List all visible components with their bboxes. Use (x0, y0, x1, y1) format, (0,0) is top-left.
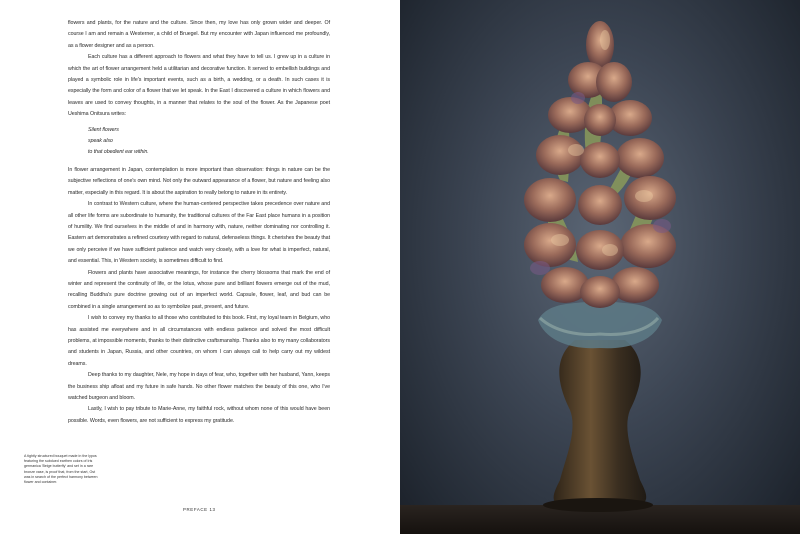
poem-line: Silent flowers (88, 126, 119, 133)
paragraph: Each culture has a different approach to flowers and what they have to tell us. I grew up in a culture in which the art of flower arrangement held a utilitarian and decorative function. It served to embellish buildings and played a symbolic role in life's important events, such as a birth, a wedding, or a death. In such cases it is especially the form and color of a flower that we let speak. In the East I discovered a culture in which flowers and leaves are used to convey thoughts, in a manner that relates to the soul of the flower. As the Japanese poet Ueshima Onitsura writes: (68, 54, 330, 118)
poem-quote (88, 125, 330, 159)
paragraph: Lastly, I wish to pay tribute to Marie-Anne, my faithful rock, without whom none of this would have been possible. Words, even flowers, are not sufficient to express my gratitude. (68, 406, 330, 424)
paragraph: Deep thanks to my daughter, Nele, my hope in days of fear, who, together with her husband, Yann, keeps the business ship afloat and my future in safe hands. No other flower matches the beauty of this one, who I've watched burgeon and bloom. (68, 372, 330, 401)
poem-line: to that obedient ear within. (88, 149, 149, 156)
bouquet-photo (400, 0, 800, 534)
paragraph: In flower arrangement in Japan, contemplation is more important than observation: things in nature can be the subjective reflections of one's own mind. Not only the outward appearance of a flower, but nature and feeling also matter, especially in this regard. It is about the aspiration to really belong to nature in its entirety. (68, 166, 330, 196)
page-folio: PREFACE 13 (183, 507, 216, 512)
bronze-vase (538, 300, 662, 512)
paragraph: flowers and plants, for the nature and the culture. Since then, my love has only grown wider and deeper. Of course I am and remain a Westerner, a child of Bruegel. But my encounter with Japan influenced me profoundly, as a flower designer and as a person. (68, 20, 330, 49)
body-text (68, 18, 330, 427)
poem-line: speak also (88, 138, 113, 145)
photo-page (400, 0, 800, 534)
paragraph: Flowers and plants have associative meanings, for instance the cherry blossoms that mark the end of winter and represent the continuity of life, or the lotus, whose pure and brilliant flowers emerge out of the mud, recalling Buddha's pure doctrine growing out of an imperfect world. Capsule, flower, leaf, and bud can be combined in a single arrangement so as to symbolize past, present, and future. (68, 269, 330, 310)
paragraph: In contrast to Western culture, where the human-centered perspective takes precedence over nature and all other life forms are subordinate to humanity, the traditional cultures of the Far East place humans in a position of humility. We find ourselves in the middle of and in harmony with, nature, neither dominating nor controlling it. Eastern art demonstrates a refined courtesy with regard to natural, defenseless things. It cherishes the beauty that we only perceive if we have sufficient patience and watch very closely, with a love for what is imperfect, natural, and essential. This, in Western society, is sometimes difficult to find. (68, 201, 330, 265)
paragraph: I wish to convey my thanks to all those who contributed to this book. First, my loyal team in Belgium, who has assisted me everywhere and in all circumstances with endless patience and solved the most difficult problems, at impossible moments, thanks to their distinctive craftsmanship. Thanks also to my many collaborators and students in Japan, Russia, and other countries, on whom I can always call to help carry out my wildest dreams. (68, 315, 330, 367)
photo-caption: A tightly structured bouquet made in the lypos featuring the subdued earthen colors of Iris germanica 'Beige butterfly' and set in a rare bronze vase, is proof that, from the start, Ost was in search of the perfect harmony between flower and container. (24, 454, 98, 485)
